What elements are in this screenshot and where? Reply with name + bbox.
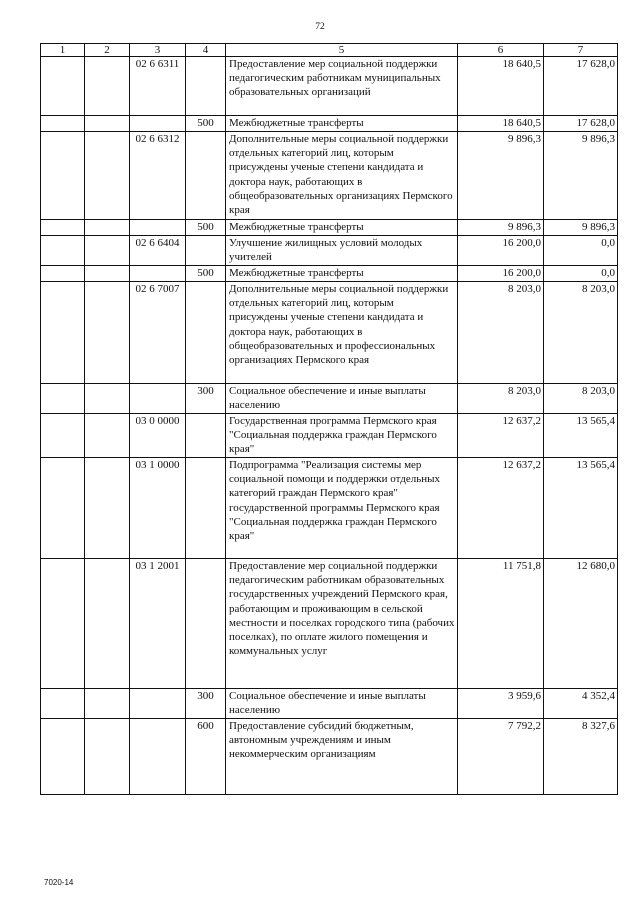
cell-col-7: 12 680,0 (544, 559, 618, 689)
cell-col-3 (130, 384, 186, 414)
cell-col-1 (41, 132, 85, 220)
cell-col-5: Предоставление субсидий бюджетным, автономным учреждениям и иным некоммерческим организациям (226, 719, 458, 795)
column-header: 6 (458, 44, 544, 57)
cell-col-3 (130, 719, 186, 795)
cell-col-2 (85, 689, 130, 719)
cell-col-1 (41, 384, 85, 414)
table-row (41, 116, 618, 132)
cell-col-6: 7 792,2 (458, 719, 544, 795)
document-code: 7020-14 (44, 878, 74, 887)
cell-col-3: 03 1 2001 (130, 559, 186, 689)
cell-col-3: 03 1 0000 (130, 458, 186, 559)
cell-col-7: 8 203,0 (544, 384, 618, 414)
table-row (41, 132, 618, 220)
cell-col-6: 9 896,3 (458, 220, 544, 236)
cell-col-5: Предоставление мер социальной поддержки педагогическим работникам образовательных государственных учреждений Пермского края, работающим и проживающим в сельской местности и поселках городского типа (рабочих поселках), по оплате жилого помещения и коммунальных услуг (226, 559, 458, 689)
cell-col-3: 02 6 6312 (130, 132, 186, 220)
cell-col-2 (85, 57, 130, 116)
cell-col-7: 17 628,0 (544, 57, 618, 116)
cell-col-7: 0,0 (544, 236, 618, 266)
cell-col-1 (41, 116, 85, 132)
cell-col-3 (130, 220, 186, 236)
table-row (41, 719, 618, 795)
cell-col-3: 02 6 7007 (130, 282, 186, 384)
cell-col-1 (41, 236, 85, 266)
cell-col-7: 13 565,4 (544, 414, 618, 458)
column-header: 3 (130, 44, 186, 57)
cell-col-2 (85, 220, 130, 236)
cell-col-4: 500 (186, 116, 226, 132)
table-row (41, 282, 618, 384)
cell-col-1 (41, 719, 85, 795)
cell-col-4: 500 (186, 266, 226, 282)
cell-col-7: 9 896,3 (544, 220, 618, 236)
cell-col-6: 8 203,0 (458, 282, 544, 384)
cell-col-2 (85, 414, 130, 458)
cell-col-5: Предоставление мер социальной поддержки педагогическим работникам муниципальных образовательных организаций (226, 57, 458, 116)
table-row (41, 266, 618, 282)
cell-col-3 (130, 689, 186, 719)
cell-col-6: 16 200,0 (458, 236, 544, 266)
cell-col-6: 8 203,0 (458, 384, 544, 414)
cell-col-4 (186, 458, 226, 559)
cell-col-6: 11 751,8 (458, 559, 544, 689)
cell-col-2 (85, 266, 130, 282)
cell-col-1 (41, 282, 85, 384)
table-row (41, 414, 618, 458)
table-row (41, 458, 618, 559)
cell-col-2 (85, 559, 130, 689)
column-header: 7 (544, 44, 618, 57)
table-row (41, 236, 618, 266)
cell-col-4 (186, 132, 226, 220)
cell-col-2 (85, 719, 130, 795)
cell-col-1 (41, 414, 85, 458)
cell-col-4 (186, 282, 226, 384)
cell-col-5: Межбюджетные трансферты (226, 266, 458, 282)
table-row (41, 559, 618, 689)
cell-col-2 (85, 282, 130, 384)
cell-col-3: 02 6 6404 (130, 236, 186, 266)
cell-col-2 (85, 132, 130, 220)
cell-col-5: Социальное обеспечение и иные выплаты населению (226, 689, 458, 719)
cell-col-6: 18 640,5 (458, 116, 544, 132)
cell-col-6: 12 637,2 (458, 458, 544, 559)
cell-col-6: 16 200,0 (458, 266, 544, 282)
cell-col-5: Межбюджетные трансферты (226, 116, 458, 132)
cell-col-5: Улучшение жилищных условий молодых учителей (226, 236, 458, 266)
table-row (41, 689, 618, 719)
cell-col-1 (41, 689, 85, 719)
cell-col-7: 4 352,4 (544, 689, 618, 719)
cell-col-1 (41, 559, 85, 689)
cell-col-7: 8 203,0 (544, 282, 618, 384)
cell-col-3 (130, 116, 186, 132)
cell-col-1 (41, 57, 85, 116)
cell-col-2 (85, 384, 130, 414)
cell-col-2 (85, 236, 130, 266)
cell-col-4 (186, 57, 226, 116)
column-header: 1 (41, 44, 85, 57)
cell-col-4: 600 (186, 719, 226, 795)
cell-col-3 (130, 266, 186, 282)
cell-col-1 (41, 458, 85, 559)
cell-col-5: Государственная программа Пермского края "Социальная поддержка граждан Пермского края" (226, 414, 458, 458)
cell-col-3: 02 6 6311 (130, 57, 186, 116)
column-header: 2 (85, 44, 130, 57)
column-header: 5 (226, 44, 458, 57)
table-row (41, 384, 618, 414)
cell-col-3: 03 0 0000 (130, 414, 186, 458)
cell-col-6: 18 640,5 (458, 57, 544, 116)
cell-col-5: Межбюджетные трансферты (226, 220, 458, 236)
table-row (41, 57, 618, 116)
cell-col-7: 8 327,6 (544, 719, 618, 795)
cell-col-7: 13 565,4 (544, 458, 618, 559)
cell-col-1 (41, 220, 85, 236)
cell-col-5: Социальное обеспечение и иные выплаты населению (226, 384, 458, 414)
cell-col-6: 9 896,3 (458, 132, 544, 220)
cell-col-1 (41, 266, 85, 282)
cell-col-4: 300 (186, 384, 226, 414)
table-header-row (41, 44, 618, 57)
cell-col-4 (186, 414, 226, 458)
cell-col-7: 17 628,0 (544, 116, 618, 132)
cell-col-5: Дополнительные меры социальной поддержки отдельных категорий лиц, которым присуждены ученые степени кандидата и доктора наук, работающих в общеобразовательных и профессиональных организациях Пермского края (226, 282, 458, 384)
cell-col-2 (85, 458, 130, 559)
cell-col-4: 500 (186, 220, 226, 236)
cell-col-7: 9 896,3 (544, 132, 618, 220)
cell-col-6: 3 959,6 (458, 689, 544, 719)
cell-col-4 (186, 559, 226, 689)
budget-table (40, 43, 618, 795)
cell-col-5: Дополнительные меры социальной поддержки отдельных категорий лиц, которым присуждены ученые степени кандидата и доктора наук, работающих в общеобразовательных организациях Пермского края (226, 132, 458, 220)
page-number: 72 (315, 22, 325, 32)
cell-col-7: 0,0 (544, 266, 618, 282)
cell-col-4 (186, 236, 226, 266)
cell-col-5: Подпрограмма "Реализация системы мер социальной помощи и поддержки отдельных категорий граждан Пермского края" государственной программы Пермского края "Социальная поддержка граждан Пермского края" (226, 458, 458, 559)
table-row (41, 220, 618, 236)
cell-col-6: 12 637,2 (458, 414, 544, 458)
cell-col-2 (85, 116, 130, 132)
column-header: 4 (186, 44, 226, 57)
cell-col-4: 300 (186, 689, 226, 719)
